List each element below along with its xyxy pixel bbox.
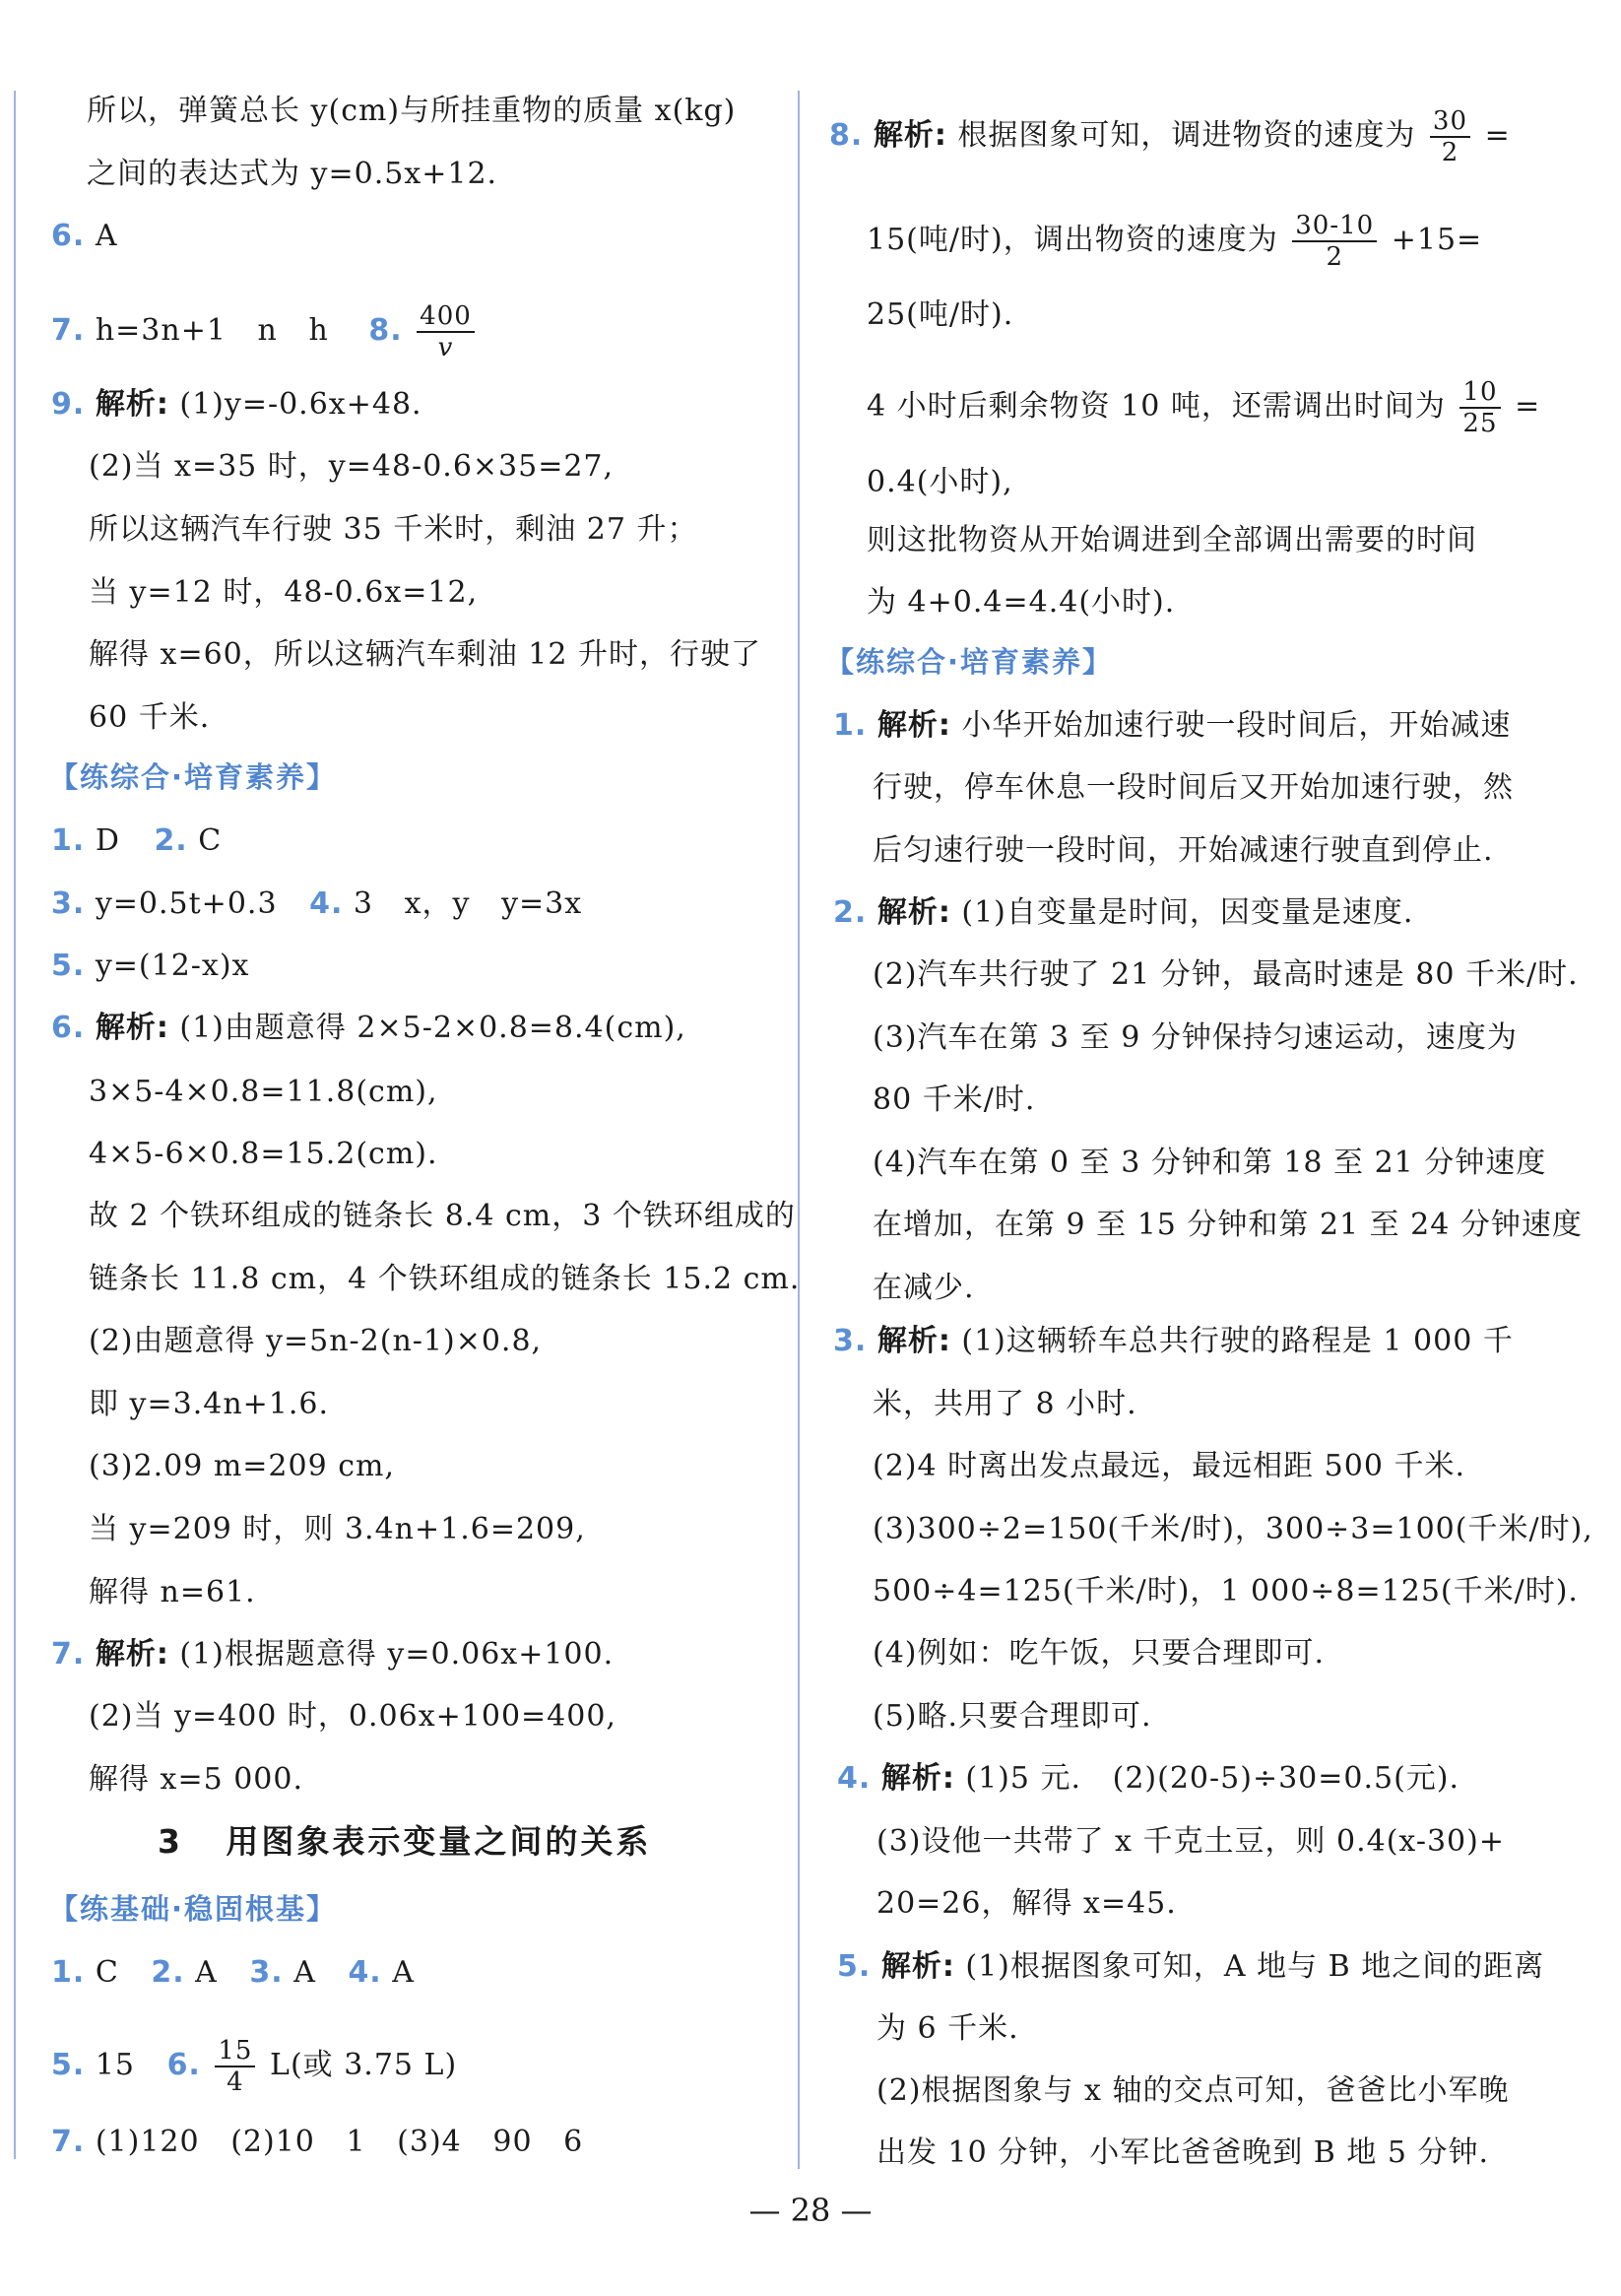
- text-line: 60 千米.: [89, 700, 211, 735]
- answer-3-4: [51, 885, 582, 924]
- left-margin-rule: [14, 91, 16, 2159]
- answer-text: (1)5 元. (2)(20-5)÷30=0.5(元).: [965, 1761, 1460, 1796]
- answer-7-line: [51, 1635, 614, 1674]
- text-line: 3×5-4×0.8=11.8(cm),: [89, 1075, 438, 1109]
- question-number: 4.: [837, 1761, 872, 1796]
- answer-4-line: [837, 1759, 1459, 1799]
- answer-text: A: [195, 1955, 218, 1990]
- answer-text: (1)这辆轿车总共行驶的路程是 1 000 千: [961, 1324, 1514, 1358]
- text-line: 4×5-6×0.8=15.2(cm).: [89, 1137, 438, 1171]
- text-line: (5)略.只要合理即可.: [873, 1699, 1152, 1734]
- answer-text: (1)根据题意得 y=0.06x+100.: [179, 1637, 615, 1672]
- text-line: 80 千米/时.: [873, 1082, 1036, 1117]
- answer-text: 根据图象可知，调进物资的速度为: [957, 118, 1416, 153]
- text-line: 即 y=3.4n+1.6.: [89, 1387, 330, 1421]
- text-line: 米，共用了 8 小时.: [873, 1387, 1137, 1421]
- text-line: 解得 x=60，所以这辆汽车剩油 12 升时，行驶了: [89, 637, 762, 672]
- question-number: 7.: [51, 2125, 86, 2159]
- text-line: (2)4 时离出发点最远，最远相距 500 千米.: [873, 1449, 1465, 1483]
- fraction: [417, 301, 475, 362]
- text-line: 出发 10 分钟，小军比爸爸晚到 B 地 5 分钟.: [876, 2135, 1490, 2170]
- text-line: 之间的表达式为 y=0.5x+12.: [87, 157, 498, 191]
- answer-5-6: [51, 2036, 457, 2097]
- question-number: 8.: [368, 313, 403, 348]
- answer-text: =: [1484, 118, 1511, 153]
- text-line: 在增加，在第 9 至 15 分钟和第 21 至 24 分钟速度: [873, 1208, 1583, 1242]
- answer-text: 小华开始加速行驶一段时间后，开始减速: [961, 708, 1512, 743]
- fraction: [215, 2036, 255, 2097]
- answer-8-line: [829, 106, 1511, 167]
- text-line: 在减少.: [873, 1271, 975, 1305]
- question-number: 6.: [166, 2048, 201, 2082]
- section-title: 3 用图象表示变量之间的关系: [158, 1822, 652, 1861]
- answer-text: A: [293, 1955, 316, 1990]
- question-number: 4.: [309, 886, 344, 921]
- text-line: 所以这辆汽车行驶 35 千米时，剩油 27 升；: [89, 512, 698, 547]
- answer-text: 3 x，y y=3x: [353, 886, 583, 921]
- text-line: (2)汽车共行驶了 21 分钟，最高时速是 80 千米/时.: [873, 957, 1579, 992]
- question-number: 6.: [51, 1011, 86, 1045]
- text-line: 为 6 千米.: [876, 2011, 1019, 2046]
- answer-5: [51, 947, 249, 986]
- denominator: 4: [227, 2067, 244, 2097]
- text-line: 故 2 个铁环组成的链条长 8.4 cm，3 个铁环组成的: [89, 1199, 796, 1233]
- question-number: 2.: [151, 1955, 185, 1990]
- analysis-label: 解析:: [880, 1761, 955, 1796]
- question-number: 4.: [348, 1955, 382, 1990]
- text-line: 500÷4=125(千米/时)，1 000÷8=125(千米/时).: [873, 1574, 1579, 1608]
- text-line: (3)汽车在第 3 至 9 分钟保持匀速运动，速度为: [873, 1020, 1518, 1055]
- question-number: 7.: [51, 313, 86, 348]
- question-number: 8.: [829, 118, 864, 153]
- text-line: 为 4+0.4=4.4(小时).: [867, 585, 1176, 620]
- column-divider: [798, 91, 800, 2169]
- question-number: 3.: [833, 1324, 868, 1358]
- text-line: (2)当 y=400 时，0.06x+100=400,: [89, 1699, 616, 1734]
- analysis-label: 解析:: [873, 118, 947, 153]
- text-line: (4)例如：吃午饭，只要合理即可.: [873, 1636, 1326, 1671]
- question-number: 1.: [51, 1955, 86, 1990]
- analysis-label: 解析:: [876, 895, 951, 930]
- question-number: 5.: [51, 2048, 86, 2082]
- text-line: 行驶，停车休息一段时间后又开始加速行驶，然: [873, 770, 1514, 805]
- denominator: 2: [1326, 242, 1343, 272]
- numerator: 30-10: [1292, 211, 1377, 242]
- answer-text: L(或 3.75 L): [270, 2048, 458, 2082]
- numerator: 30: [1430, 106, 1470, 138]
- answer-text: A: [95, 219, 118, 253]
- denominator: v: [437, 333, 454, 362]
- question-number: 5.: [837, 1949, 872, 1984]
- question-number: 1.: [51, 823, 86, 858]
- answer-text: D: [95, 823, 120, 858]
- text-line: 0.4(小时),: [867, 465, 1013, 499]
- text-line: 链条长 11.8 cm，4 个铁环组成的链条长 15.2 cm.: [89, 1262, 801, 1296]
- answer-text: C: [198, 823, 223, 858]
- numerator: 10: [1459, 377, 1500, 409]
- answer-3-line: [833, 1322, 1514, 1361]
- analysis-label: 解析:: [95, 1011, 169, 1045]
- analysis-label: 解析:: [876, 1324, 951, 1358]
- text-line: 25(吨/时).: [867, 297, 1014, 332]
- answer-9-line: [51, 385, 422, 425]
- answer-text: (1)根据图象可知，A 地与 B 地之间的距离: [965, 1949, 1545, 1984]
- page-number: — 28 —: [748, 2192, 873, 2229]
- answer-1-2: [51, 821, 222, 861]
- text-line: (2)当 x=35 时，y=48-0.6×35=27,: [89, 449, 615, 484]
- answer-text: (1)自变量是时间，因变量是速度.: [961, 895, 1414, 930]
- answer-text: (1)120 (2)10 1 (3)4 90 6: [95, 2125, 584, 2159]
- analysis-label: 解析:: [95, 387, 169, 422]
- answer-text: C: [95, 1955, 119, 1990]
- answer-text: 15(吨/时)，调出物资的速度为: [867, 223, 1278, 257]
- question-number: 1.: [833, 708, 868, 743]
- text-line: 当 y=12 时，48-0.6x=12,: [89, 575, 479, 610]
- answer-text: +15=: [1391, 223, 1483, 257]
- answer-6: [51, 217, 118, 256]
- answer-1-4: [51, 1953, 415, 1993]
- text-line: 20=26，解得 x=45.: [876, 1886, 1177, 1921]
- text-line: 解得 x=5 000.: [89, 1762, 304, 1797]
- text-line: 所以，弹簧总长 y(cm)与所挂重物的质量 x(kg): [87, 94, 737, 128]
- section-heading: 【练综合·培育素养】: [49, 760, 338, 794]
- analysis-label: 解析:: [880, 1949, 955, 1984]
- section-heading: 【练综合·培育素养】: [825, 645, 1114, 679]
- answer-text: y=0.5t+0.3: [95, 886, 278, 921]
- question-number: 3.: [51, 886, 86, 921]
- answer-text: 15: [95, 2048, 136, 2082]
- question-number: 7.: [51, 1637, 86, 1672]
- question-number: 6.: [51, 219, 86, 253]
- denominator: 25: [1462, 409, 1498, 438]
- question-number: 5.: [51, 949, 86, 983]
- answer-text: h=3n+1 n h: [95, 313, 329, 348]
- answer-6-line: [51, 1009, 686, 1048]
- answer-text: 4 小时后剩余物资 10 吨，还需调出时间为: [867, 389, 1446, 424]
- analysis-label: 解析:: [876, 708, 951, 743]
- answer-text: (1)y=-0.6x+48.: [179, 387, 422, 422]
- section-heading: 【练基础·稳固根基】: [49, 1892, 338, 1926]
- text-line: (2)由题意得 y=5n-2(n-1)×0.8,: [89, 1324, 543, 1358]
- answer-text: =: [1515, 389, 1541, 424]
- text-line: (4)汽车在第 0 至 3 分钟和第 18 至 21 分钟速度: [873, 1146, 1547, 1180]
- text-line: [867, 377, 1540, 438]
- text-line: (3)设他一共带了 x 千克土豆，则 0.4(x-30)+: [876, 1824, 1505, 1859]
- question-number: 3.: [249, 1955, 284, 1990]
- text-line: 后匀速行驶一段时间，开始减速行驶直到停止.: [873, 833, 1494, 868]
- text-line: (3)300÷2=150(千米/时)，300÷3=100(千米/时),: [873, 1512, 1593, 1546]
- answer-2-line: [833, 893, 1413, 933]
- question-number: 2.: [833, 895, 868, 930]
- denominator: 2: [1441, 138, 1459, 167]
- answer-7: [51, 2123, 583, 2162]
- text-line: (2)根据图象与 x 轴的交点可知，爸爸比小军晚: [876, 2073, 1510, 2108]
- text-line: [867, 211, 1482, 272]
- numerator: 15: [215, 2036, 255, 2067]
- analysis-label: 解析:: [95, 1637, 169, 1672]
- text-line: (3)2.09 m=209 cm,: [89, 1449, 395, 1483]
- answer-7-8: [51, 301, 479, 362]
- answer-text: A: [392, 1955, 415, 1990]
- answer-text: y=(12-x)x: [95, 949, 250, 983]
- answer-5-line: [837, 1947, 1544, 1987]
- answer-text: (1)由题意得 2×5-2×0.8=8.4(cm),: [179, 1011, 686, 1045]
- question-number: 2.: [154, 823, 188, 858]
- numerator: 400: [417, 301, 475, 333]
- text-line: 解得 n=61.: [89, 1575, 256, 1609]
- fraction: [1292, 211, 1377, 272]
- question-number: 9.: [51, 387, 86, 422]
- fraction: [1430, 106, 1470, 167]
- fraction: [1459, 377, 1500, 438]
- answer-1-line: [833, 706, 1511, 746]
- text-line: 则这批物资从开始调进到全部调出需要的时间: [867, 523, 1477, 558]
- text-line: 当 y=209 时，则 3.4n+1.6=209,: [89, 1512, 586, 1546]
